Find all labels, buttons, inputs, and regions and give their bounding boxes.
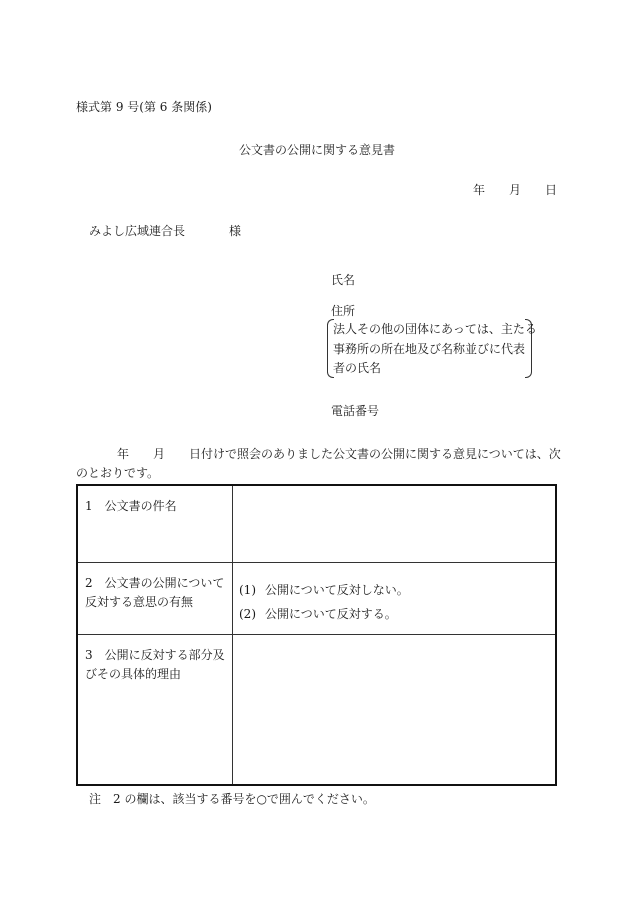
date-month: 月 [509,183,522,197]
option-text: 公開について反対しない。 [265,582,409,597]
objection-reason-label-line1: 3 公開に反対する部分及 [85,647,225,662]
intro-paragraph [76,445,561,483]
objection-label-line1: 2 公文書の公開について [85,575,225,590]
intro-year: 年 [117,447,130,461]
opinion-table [76,484,557,786]
intro-month: 月 [153,447,166,461]
document-subject-label: 1 公文書の件名 [85,499,177,513]
table-row [77,562,556,634]
corporate-note [327,319,537,376]
objection-reason-label-line2: びその具体的理由 [85,666,182,681]
document-subject-label-cell [77,485,233,562]
objection-label-line2: 反対する意思の有無 [85,594,194,609]
option-objection[interactable] [239,602,555,626]
option-number: (2) [239,606,256,621]
footnote: 注 2 の欄は、該当する番号を○で囲んでください。 [89,792,375,806]
intro-text-line2: のとおりです。 [76,466,160,480]
document-title: 公文書の公開に関する意見書 [239,143,396,157]
addressee-honorific: 様 [229,224,242,238]
option-text: 公開について反対する。 [265,606,397,621]
corporate-note-line: 者の氏名 [333,361,382,375]
form-number: 様式第 9 号(第 6 条関係) [76,100,212,114]
corporate-note-line: 法人その他の団体にあっては、主たる [333,322,537,336]
document-subject-field[interactable] [233,485,557,562]
objection-options-cell [233,562,557,634]
date-year: 年 [473,183,486,197]
objection-label-cell [77,562,233,634]
option-number: (1) [239,582,256,597]
table-row [77,485,556,562]
addressee-name: みよし広域連合長 [89,224,186,238]
intro-text: 日付けで照会のありました公文書の公開に関する意見については、次 [189,447,561,461]
objection-reason-label-cell [77,634,233,785]
table-row [77,634,556,785]
phone-label: 電話番号 [331,404,380,418]
option-no-objection[interactable] [239,578,555,602]
applicant-address-label: 住所 [331,304,356,318]
date-day: 日 [545,183,558,197]
corporate-note-line: 事務所の所在地及び名称並びに代表 [333,341,526,356]
objection-reason-field[interactable] [233,634,557,785]
applicant-name-label: 氏名 [331,273,356,287]
